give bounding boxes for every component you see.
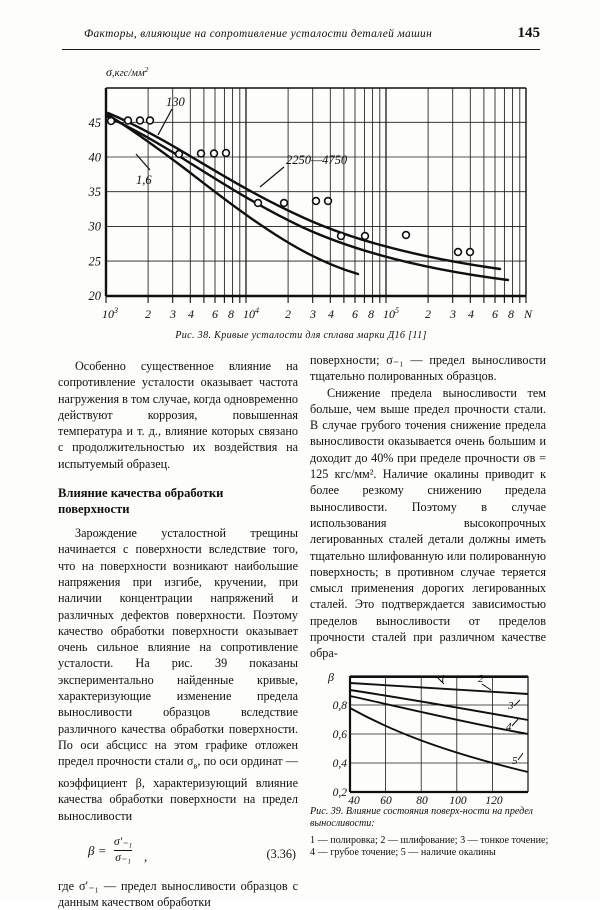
figure-39-label-5: 5 [512,755,518,767]
fig39-x-tick-40: 40 [348,795,360,807]
figure-39-horizontal-gridlines [350,705,528,763]
figure-38-label-2250-4750: 2250—4750 [286,153,348,167]
figure-39-caption: Рис. 39. Влияние состояния поверх-ности на предел выносливости: [310,806,533,830]
formula-fraction-bar [114,850,132,851]
left-para-2 [58,525,298,824]
running-head [62,25,540,52]
fig39-x-tick-60: 60 [380,795,392,807]
figure-38 [62,62,540,352]
figure-39-chart [316,668,544,808]
x-tick-1e4: $10^4$ [243,306,259,321]
formula-numerator: σ′₋₁ [114,835,133,848]
left-column [58,358,298,910]
fig39-y-tick-06: 0,6 [332,729,347,741]
x-tick-2c: 2 [425,307,431,321]
figure-39-curve-labels [440,673,518,767]
figure-39-legend: 1 — полировка; 2 — шлифование; 3 — тонкое точение; 4 — грубое точение; 5 — наличие окалины [310,834,549,859]
left-para-2-text-cont: , по оси ординат — коэффициент β, характеризующий влияние качества обработки поверхности на предел выносливости [58,754,298,823]
x-tick-1e5: $10^5$ [383,306,399,321]
running-head-title: Факторы, влияющие на сопротивление усталости деталей машин [84,28,433,40]
page-number: 145 [517,25,540,41]
y-tick-30: 30 [88,219,101,234]
formula-comma: , [144,848,148,864]
x-tick-4a: 4 [188,307,194,321]
figure-38-x-tick-labels [102,306,533,321]
formula-fraction [114,836,132,865]
x-tick-6b: 6 [352,307,358,321]
x-tick-8c: 8 [508,307,514,321]
left-para-2-text: Зарождение усталостной трещины начинается с поверхности вследствие того, что на поверхности возникают наибольшие напряжения при изгибе, кручении, при наличии концентрации напряжений и различных дефектов поверхности. Поэтому качество обработки поверхности оказывает очень сильное влияние на сопротивление усталости. На рис. 39 показаны экспериментально найденные кривые, характеризующие изменение предела выносливости образцов вследствие различного качества обработки поверхности. По оси абсцисс на этом графике отложен предел прочности стали σ [58,526,298,769]
figure-38-y-tick-labels [88,116,102,303]
x-tick-4c: 4 [468,307,474,321]
figure-39-label-1: 1 [440,673,446,685]
figure-38-curves [108,113,508,280]
figure-38-curve-2250-4750 [108,117,508,280]
x-tick-1e3: $10^3$ [102,306,118,321]
header-divider [62,49,540,50]
y-tick-40: 40 [88,150,101,165]
figure-39-y-tick-labels [333,700,348,799]
x-tick-6c: 6 [492,307,498,321]
left-para-1: Особенно существенное влияние на сопротивление усталости оказывает частота нагружения в том случае, когда одновременно действуют коррозия, повышенная температура и т. д., влияние которых связано с продолжительностью их воздействия на испытуемый образец. [58,359,298,471]
formula-3-36 [58,835,298,869]
figure-38-caption: Рис. 38. Кривые усталости для сплава марки Д16 [11] [175,330,427,341]
fig39-y-tick-08: 0,8 [332,700,347,712]
figure-39-curves [350,677,528,772]
sigma-b-subscript: в [193,761,198,771]
right-column [310,352,546,662]
figure-38-x-axis-label: N [523,307,533,321]
section-heading: Влияние качества обработки поверхности [58,486,224,516]
x-tick-4b: 4 [328,307,334,321]
figure-39-curve-5 [350,708,528,772]
figure-38-curve-130 [108,113,500,269]
figure-38-y-axis-label: $\sigma,кгс/мм^2$ [106,65,149,79]
x-tick-3c: 3 [450,307,456,321]
x-tick-2b: 2 [285,307,291,321]
right-para-1: поверхности; σ₋₁ — предел выносливости тщательно полированных образцов. [310,353,546,384]
figure-39-y-axis-label: β [328,670,334,684]
fig39-x-tick-80: 80 [416,795,428,807]
y-tick-25: 25 [88,254,101,269]
figure-38-curve-labels [136,95,348,187]
y-tick-20: 20 [88,289,101,303]
figure-38-chart [62,62,540,330]
formula-denominator: σ₋₁ [115,851,131,864]
figure-39-text-block [310,806,550,860]
figure-38-label-16: 1,6 [136,173,152,187]
x-tick-3a: 3 [170,307,176,321]
fig39-x-tick-100: 100 [449,795,467,807]
figure-38-label-130: 130 [166,95,185,109]
y-tick-45: 45 [88,116,101,130]
y-tick-35: 35 [88,185,101,199]
left-para-3: где σ′₋₁ — предел выносливости образцов с данным качеством обработки [58,878,298,910]
figure-39-label-3: 3 [508,700,514,712]
x-tick-2a: 2 [145,307,151,321]
figure-39-label-4: 4 [506,721,512,733]
figure-39 [316,668,544,808]
figure-39-curve-2 [350,683,528,694]
fig39-y-tick-02: 0,2 [332,787,347,799]
x-tick-3b: 3 [310,307,316,321]
x-tick-8b: 8 [368,307,374,321]
formula-number: (3.36) [266,846,296,861]
right-para-2: Снижение предела выносливости тем больше, чем выше предел прочности стали. В случае грубого точения снижение предела выносливости оказывается очень большим и доходит до 40% при пределе прочности σв = 125 кгс/мм². Наличие окалины приводит к более резкому снижению предела выносливости. Поэтому в случае использования высокопрочных легированных сталей детали должны иметь тщательно шлифованную или полированную поверхность; в противном случае теряется смысл применения дорогих легированных сталей. Это подтверждается зависимостью пределов выносливости от пределов прочности сталей при различном качестве обра- [310,385,546,661]
x-tick-6a: 6 [212,307,218,321]
figure-39-label-2: 2 [478,673,484,685]
formula-lhs: β = [88,842,107,858]
fig39-y-tick-04: 0,4 [332,758,347,770]
x-tick-8a: 8 [228,307,234,321]
fig39-x-tick-120: 120 [485,795,503,807]
figure-38-data-points [108,117,474,255]
